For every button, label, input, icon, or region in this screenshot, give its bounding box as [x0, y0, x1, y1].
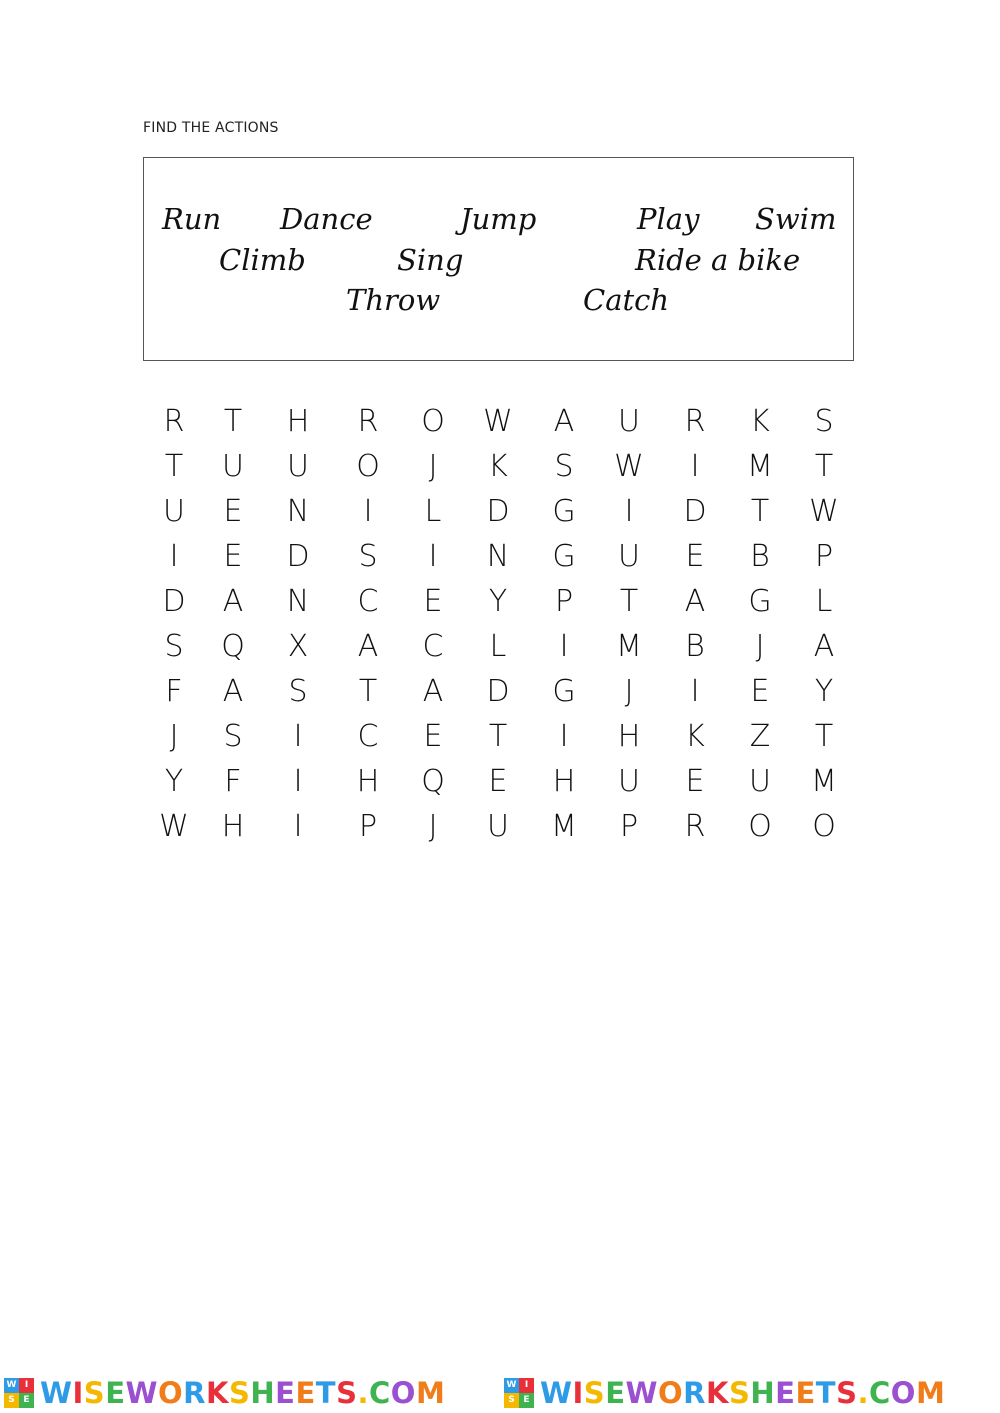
grid-letter[interactable]: T	[814, 719, 834, 754]
watermark-logo-icon	[504, 1378, 534, 1408]
grid-letter[interactable]: Z	[749, 719, 771, 754]
grid-letter[interactable]: I	[428, 539, 438, 574]
grid-letter[interactable]: M	[616, 629, 642, 664]
grid-letter[interactable]: A	[553, 404, 575, 439]
grid-letter[interactable]: T	[814, 449, 834, 484]
grid-letter[interactable]: I	[690, 449, 700, 484]
grid-row	[0, 492, 1000, 532]
grid-letter[interactable]: A	[222, 584, 244, 619]
logo-tile: E	[519, 1393, 534, 1408]
grid-letter[interactable]: G	[552, 674, 576, 709]
grid-letter[interactable]: A	[222, 674, 244, 709]
grid-letter[interactable]: X	[287, 629, 309, 664]
grid-letter[interactable]: H	[221, 809, 245, 844]
grid-letter[interactable]: H	[356, 764, 380, 799]
grid-letter[interactable]: H	[286, 404, 310, 439]
grid-letter[interactable]: U	[618, 539, 640, 574]
grid-letter[interactable]: S	[554, 449, 574, 484]
logo-tile: S	[504, 1393, 519, 1408]
grid-row	[0, 537, 1000, 577]
grid-letter[interactable]: J	[428, 449, 438, 484]
grid-letter[interactable]: T	[358, 674, 378, 709]
grid-letter[interactable]: R	[357, 404, 379, 439]
grid-letter[interactable]: Q	[221, 629, 245, 664]
grid-letter[interactable]: N	[286, 494, 310, 529]
watermark-footer	[0, 1376, 1000, 1410]
grid-letter[interactable]: S	[164, 629, 184, 664]
grid-letter[interactable]: C	[357, 719, 379, 754]
grid-letter[interactable]: C	[422, 629, 444, 664]
grid-letter[interactable]: M	[747, 449, 773, 484]
grid-letter[interactable]: E	[488, 764, 508, 799]
grid-row	[0, 807, 1000, 847]
word-bank-item-swim: Swim	[755, 202, 837, 236]
grid-letter[interactable]: J	[755, 629, 765, 664]
grid-letter[interactable]: U	[618, 404, 640, 439]
grid-letter[interactable]: A	[684, 584, 706, 619]
grid-row	[0, 672, 1000, 712]
grid-letter[interactable]: E	[750, 674, 770, 709]
grid-letter[interactable]: S	[814, 404, 834, 439]
grid-letter[interactable]: S	[288, 674, 308, 709]
grid-letter[interactable]: J	[428, 809, 438, 844]
grid-letter[interactable]: W	[614, 449, 644, 484]
grid-letter[interactable]: P	[619, 809, 639, 844]
grid-letter[interactable]: E	[423, 719, 443, 754]
grid-row	[0, 582, 1000, 622]
grid-letter[interactable]: R	[163, 404, 185, 439]
grid-letter[interactable]: Y	[164, 764, 184, 799]
grid-row	[0, 627, 1000, 667]
grid-letter[interactable]: D	[286, 539, 310, 574]
grid-letter[interactable]: A	[422, 674, 444, 709]
watermark-text: WISEWORKSHEETS.COM	[540, 1376, 946, 1410]
grid-letter[interactable]: W	[159, 809, 189, 844]
grid-letter[interactable]: E	[685, 764, 705, 799]
grid-letter[interactable]: U	[749, 764, 771, 799]
watermark-logo-icon	[4, 1378, 34, 1408]
word-bank-item-ride-a-bike: Ride a bike	[635, 243, 801, 277]
word-bank-item-catch: Catch	[583, 283, 670, 317]
grid-letter[interactable]: C	[357, 584, 379, 619]
grid-letter[interactable]: T	[223, 404, 243, 439]
grid-letter[interactable]: T	[164, 449, 184, 484]
grid-letter[interactable]: D	[162, 584, 186, 619]
logo-tile: W	[504, 1378, 519, 1393]
grid-letter[interactable]: I	[293, 719, 303, 754]
grid-letter[interactable]: O	[421, 404, 445, 439]
grid-row	[0, 717, 1000, 757]
grid-letter[interactable]: N	[286, 584, 310, 619]
watermark-brand	[504, 1376, 945, 1410]
grid-letter[interactable]: U	[618, 764, 640, 799]
grid-letter[interactable]: L	[489, 629, 507, 664]
grid-letter[interactable]: H	[552, 764, 576, 799]
logo-tile: S	[4, 1393, 19, 1408]
grid-letter[interactable]: I	[690, 674, 700, 709]
grid-letter[interactable]: N	[486, 539, 510, 574]
grid-letter[interactable]: F	[224, 764, 242, 799]
grid-letter[interactable]: M	[811, 764, 837, 799]
grid-letter[interactable]: G	[748, 584, 772, 619]
grid-letter[interactable]: I	[559, 719, 569, 754]
grid-letter[interactable]: E	[423, 584, 443, 619]
grid-letter[interactable]: I	[293, 764, 303, 799]
grid-letter[interactable]: B	[750, 539, 770, 574]
grid-letter[interactable]: G	[552, 494, 576, 529]
grid-letter[interactable]: U	[222, 449, 244, 484]
grid-letter[interactable]: J	[624, 674, 634, 709]
grid-letter[interactable]: E	[223, 494, 243, 529]
grid-letter[interactable]: A	[813, 629, 835, 664]
grid-letter[interactable]: H	[617, 719, 641, 754]
grid-letter[interactable]: A	[357, 629, 379, 664]
word-bank	[143, 157, 854, 361]
grid-letter[interactable]: L	[424, 494, 442, 529]
grid-letter[interactable]: P	[358, 809, 378, 844]
grid-letter[interactable]: I	[363, 494, 373, 529]
logo-tile: I	[519, 1378, 534, 1393]
grid-letter[interactable]: O	[356, 449, 380, 484]
grid-letter[interactable]: D	[683, 494, 707, 529]
grid-letter[interactable]: R	[684, 809, 706, 844]
word-bank-item-play: Play	[637, 202, 700, 236]
watermark-text: WISEWORKSHEETS.COM	[40, 1376, 446, 1410]
grid-letter[interactable]: W	[809, 494, 839, 529]
logo-tile: W	[4, 1378, 19, 1393]
grid-letter[interactable]: U	[287, 449, 309, 484]
grid-letter[interactable]: I	[169, 539, 179, 574]
grid-letter[interactable]: L	[815, 584, 833, 619]
grid-letter[interactable]: P	[554, 584, 574, 619]
grid-letter[interactable]: Y	[488, 584, 508, 619]
word-bank-item-climb: Climb	[219, 243, 306, 277]
logo-tile: E	[19, 1393, 34, 1408]
grid-letter[interactable]: T	[619, 584, 639, 619]
grid-letter[interactable]: Q	[421, 764, 445, 799]
grid-letter[interactable]: T	[750, 494, 770, 529]
grid-letter[interactable]: W	[483, 404, 513, 439]
grid-letter[interactable]: D	[486, 674, 510, 709]
word-bank-item-run: Run	[162, 202, 222, 236]
grid-letter[interactable]: S	[223, 719, 243, 754]
grid-letter[interactable]: O	[812, 809, 836, 844]
grid-row	[0, 762, 1000, 802]
grid-letter[interactable]: O	[748, 809, 772, 844]
grid-letter[interactable]: G	[552, 539, 576, 574]
grid-letter[interactable]: I	[293, 809, 303, 844]
grid-letter[interactable]: K	[750, 404, 770, 439]
grid-letter[interactable]: U	[487, 809, 509, 844]
grid-letter[interactable]: Y	[814, 674, 834, 709]
grid-letter[interactable]: E	[223, 539, 243, 574]
grid-letter[interactable]: D	[486, 494, 510, 529]
instructions-title: FIND THE ACTIONS	[143, 120, 279, 136]
grid-letter[interactable]: K	[488, 449, 508, 484]
grid-row	[0, 402, 1000, 442]
grid-letter[interactable]: J	[169, 719, 179, 754]
watermark-brand	[4, 1376, 445, 1410]
grid-letter[interactable]: E	[685, 539, 705, 574]
grid-letter[interactable]: R	[684, 404, 706, 439]
grid-letter[interactable]: T	[488, 719, 508, 754]
word-bank-item-dance: Dance	[280, 202, 373, 236]
logo-tile: I	[19, 1378, 34, 1393]
grid-row	[0, 447, 1000, 487]
grid-letter[interactable]: I	[559, 629, 569, 664]
grid-letter[interactable]: P	[814, 539, 834, 574]
grid-letter[interactable]: B	[685, 629, 705, 664]
word-bank-item-sing: Sing	[397, 243, 464, 277]
grid-letter[interactable]: S	[358, 539, 378, 574]
grid-letter[interactable]: F	[165, 674, 183, 709]
word-bank-item-throw: Throw	[346, 283, 441, 317]
grid-letter[interactable]: U	[163, 494, 185, 529]
grid-letter[interactable]: M	[551, 809, 577, 844]
grid-letter[interactable]: K	[685, 719, 705, 754]
word-bank-item-jump: Jump	[460, 202, 537, 236]
grid-letter[interactable]: I	[624, 494, 634, 529]
